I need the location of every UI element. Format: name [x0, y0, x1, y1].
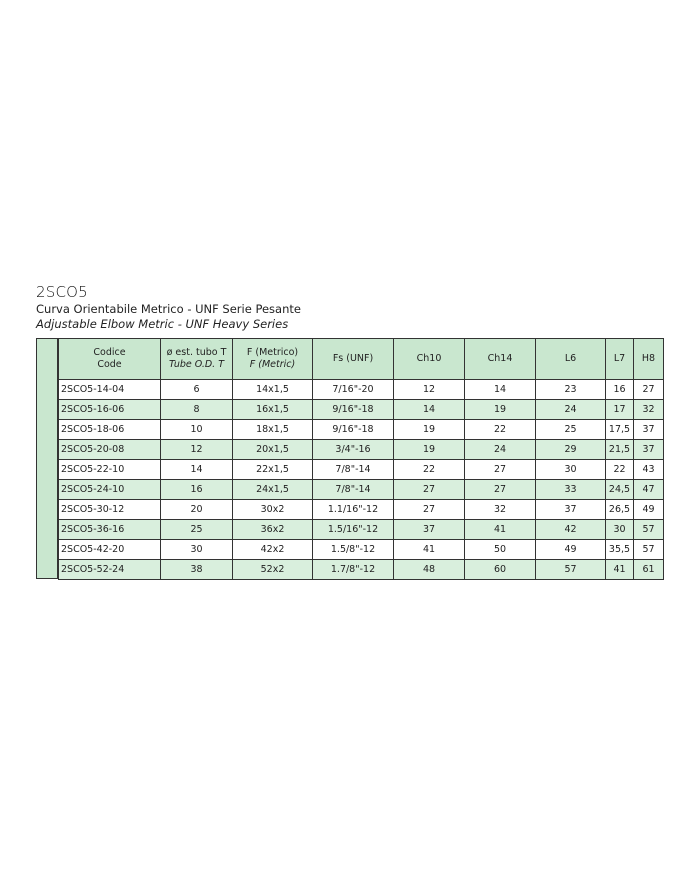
- cell-l6: 37: [536, 500, 606, 520]
- header-ch10: Ch10: [394, 339, 465, 380]
- cell-ch14: 22: [465, 420, 536, 440]
- cell-ch14: 27: [465, 460, 536, 480]
- cell-t: 20: [161, 500, 233, 520]
- cell-l7: 21,5: [606, 440, 634, 460]
- cell-f: 20x1,5: [233, 440, 313, 460]
- cell-t: 12: [161, 440, 233, 460]
- cell-t: 10: [161, 420, 233, 440]
- header-ch14: Ch14: [465, 339, 536, 380]
- header-code: Codice Code: [59, 339, 161, 380]
- cell-h8: 27: [634, 380, 664, 400]
- cell-ch14: 60: [465, 560, 536, 580]
- table-row: [59, 380, 664, 400]
- header-l7: L7: [606, 339, 634, 380]
- cell-ch10: 27: [394, 500, 465, 520]
- cell-f: 36x2: [233, 520, 313, 540]
- table-row: [59, 560, 664, 580]
- cell-t: 30: [161, 540, 233, 560]
- cell-f: 30x2: [233, 500, 313, 520]
- cell-l7: 26,5: [606, 500, 634, 520]
- cell-fs: 9/16"-18: [313, 420, 394, 440]
- cell-l6: 42: [536, 520, 606, 540]
- cell-l7: 35,5: [606, 540, 634, 560]
- header-l6: L6: [536, 339, 606, 380]
- cell-ch14: 32: [465, 500, 536, 520]
- cell-t: 16: [161, 480, 233, 500]
- cell-code: 2SCO5-30-12: [59, 500, 161, 520]
- cell-ch10: 22: [394, 460, 465, 480]
- header-h8: H8: [634, 339, 664, 380]
- cell-l7: 24,5: [606, 480, 634, 500]
- header-tube-od: ø est. tubo T Tube O.D. T: [161, 339, 233, 380]
- cell-f: 52x2: [233, 560, 313, 580]
- cell-code: 2SCO5-18-06: [59, 420, 161, 440]
- cell-code: 2SCO5-52-24: [59, 560, 161, 580]
- cell-l6: 30: [536, 460, 606, 480]
- cell-l6: 49: [536, 540, 606, 560]
- product-heading: [36, 282, 676, 332]
- cell-fs: 7/8"-14: [313, 460, 394, 480]
- cell-code: 2SCO5-36-16: [59, 520, 161, 540]
- cell-ch10: 12: [394, 380, 465, 400]
- cell-f: 22x1,5: [233, 460, 313, 480]
- cell-code: 2SCO5-24-10: [59, 480, 161, 500]
- header-fs: Fs (UNF): [313, 339, 394, 380]
- cell-l6: 57: [536, 560, 606, 580]
- cell-ch14: 41: [465, 520, 536, 540]
- cell-t: 38: [161, 560, 233, 580]
- cell-code: 2SCO5-22-10: [59, 460, 161, 480]
- spec-table: [58, 338, 664, 580]
- cell-l7: 30: [606, 520, 634, 540]
- cell-l7: 16: [606, 380, 634, 400]
- cell-t: 8: [161, 400, 233, 420]
- cell-ch10: 27: [394, 480, 465, 500]
- table-row: [59, 520, 664, 540]
- cell-h8: 43: [634, 460, 664, 480]
- cell-ch10: 19: [394, 420, 465, 440]
- cell-ch10: 14: [394, 400, 465, 420]
- cell-code: 2SCO5-14-04: [59, 380, 161, 400]
- cell-fs: 7/16"-20: [313, 380, 394, 400]
- cell-l6: 23: [536, 380, 606, 400]
- cell-ch10: 19: [394, 440, 465, 460]
- cell-l7: 41: [606, 560, 634, 580]
- cell-f: 14x1,5: [233, 380, 313, 400]
- spec-table-container: [36, 338, 663, 579]
- cell-ch14: 14: [465, 380, 536, 400]
- cell-l6: 24: [536, 400, 606, 420]
- cell-ch14: 24: [465, 440, 536, 460]
- cell-ch10: 41: [394, 540, 465, 560]
- cell-fs: 1.1/16"-12: [313, 500, 394, 520]
- cell-h8: 32: [634, 400, 664, 420]
- cell-h8: 61: [634, 560, 664, 580]
- cell-code: 2SCO5-16-06: [59, 400, 161, 420]
- subtitle-english: Adjustable Elbow Metric - UNF Heavy Series: [36, 317, 289, 331]
- cell-ch14: 19: [465, 400, 536, 420]
- cell-code: 2SCO5-42-20: [59, 540, 161, 560]
- cell-h8: 37: [634, 420, 664, 440]
- cell-ch10: 48: [394, 560, 465, 580]
- cell-l7: 17: [606, 400, 634, 420]
- cell-fs: 1.5/8"-12: [313, 540, 394, 560]
- table-row: [59, 540, 664, 560]
- cell-t: 6: [161, 380, 233, 400]
- table-row: [59, 480, 664, 500]
- cell-h8: 37: [634, 440, 664, 460]
- cell-t: 25: [161, 520, 233, 540]
- table-row: [59, 440, 664, 460]
- cell-l7: 17,5: [606, 420, 634, 440]
- header-f: F (Metrico) F (Metric): [233, 339, 313, 380]
- cell-f: 24x1,5: [233, 480, 313, 500]
- cell-ch14: 50: [465, 540, 536, 560]
- cell-fs: 1.5/16"-12: [313, 520, 394, 540]
- cell-h8: 57: [634, 520, 664, 540]
- product-code-title: 2SCO5: [36, 283, 88, 301]
- cell-t: 14: [161, 460, 233, 480]
- cell-fs: 7/8"-14: [313, 480, 394, 500]
- cell-h8: 49: [634, 500, 664, 520]
- table-header-row: [59, 339, 664, 380]
- table-row: [59, 500, 664, 520]
- cell-fs: 9/16"-18: [313, 400, 394, 420]
- cell-h8: 57: [634, 540, 664, 560]
- cell-fs: 3/4"-16: [313, 440, 394, 460]
- table-row: [59, 460, 664, 480]
- cell-fs: 1.7/8"-12: [313, 560, 394, 580]
- cell-l6: 29: [536, 440, 606, 460]
- cell-l6: 33: [536, 480, 606, 500]
- cell-ch10: 37: [394, 520, 465, 540]
- cell-f: 18x1,5: [233, 420, 313, 440]
- table-row: [59, 400, 664, 420]
- cell-code: 2SCO5-20-08: [59, 440, 161, 460]
- cell-f: 16x1,5: [233, 400, 313, 420]
- table-body: [59, 380, 664, 580]
- cell-l7: 22: [606, 460, 634, 480]
- cell-ch14: 27: [465, 480, 536, 500]
- side-color-bar: [36, 338, 58, 579]
- cell-h8: 47: [634, 480, 664, 500]
- table-row: [59, 420, 664, 440]
- subtitle-italian: Curva Orientabile Metrico - UNF Serie Pesante: [36, 302, 301, 316]
- cell-l6: 25: [536, 420, 606, 440]
- cell-f: 42x2: [233, 540, 313, 560]
